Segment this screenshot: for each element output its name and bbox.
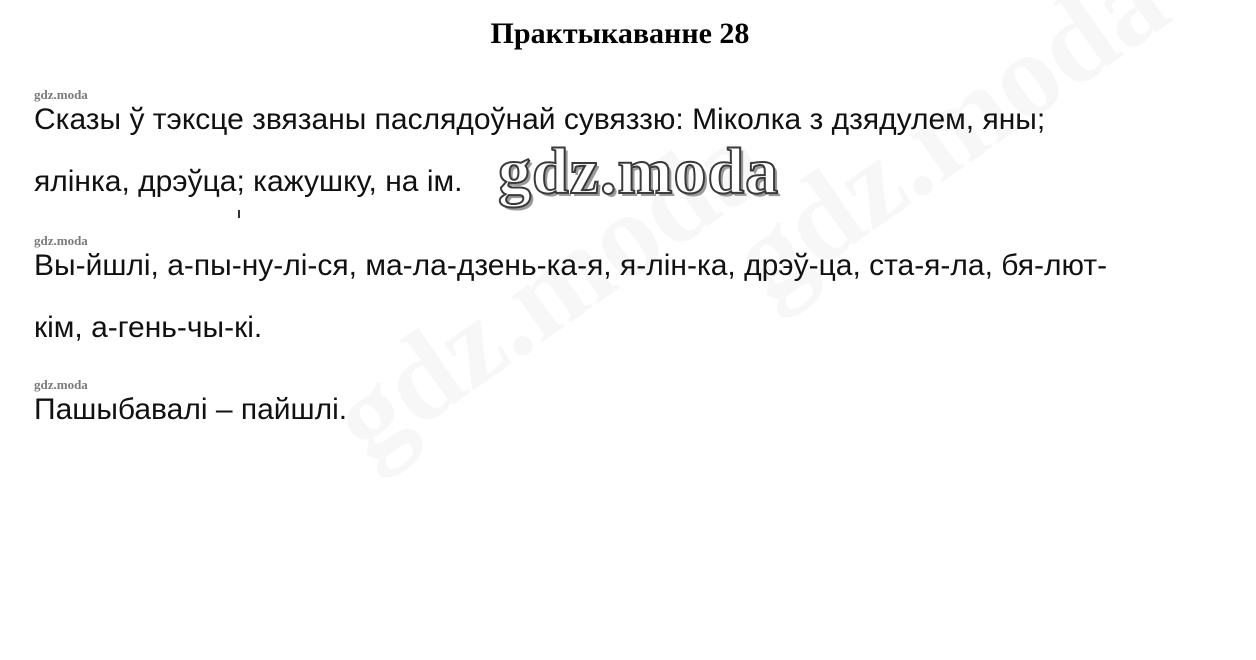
watermark-logo: gdz.moda (498, 135, 780, 208)
answer-1-line-1: Сказы ў тэксце звязаны паслядоўнай сувяззю: Міколка з дзядулем, яны; (34, 103, 1046, 136)
watermark-tag: gdz.moda (34, 87, 88, 102)
scan-speck (238, 210, 240, 218)
watermark-tag: gdz.moda (34, 233, 88, 248)
answer-3-line-1: Пашыбавалі – пайшлі. (34, 393, 348, 426)
watermark-tag: gdz.moda (34, 377, 88, 392)
answer-2-line-1: Вы-йшлі, а-пы-ну-лі-ся, ма-ла-дзень-ка-я, я-лін-ка, дрэў-ца, ста-я-ла, бя-лют- (34, 249, 1108, 282)
answer-1-line-2: ялінка, дрэўца; кажушку, на ім. (34, 165, 463, 198)
page-title: Практыкаванне 28 (490, 17, 750, 50)
answer-2-line-2: кім, а-гень-чы-кі. (34, 311, 263, 344)
